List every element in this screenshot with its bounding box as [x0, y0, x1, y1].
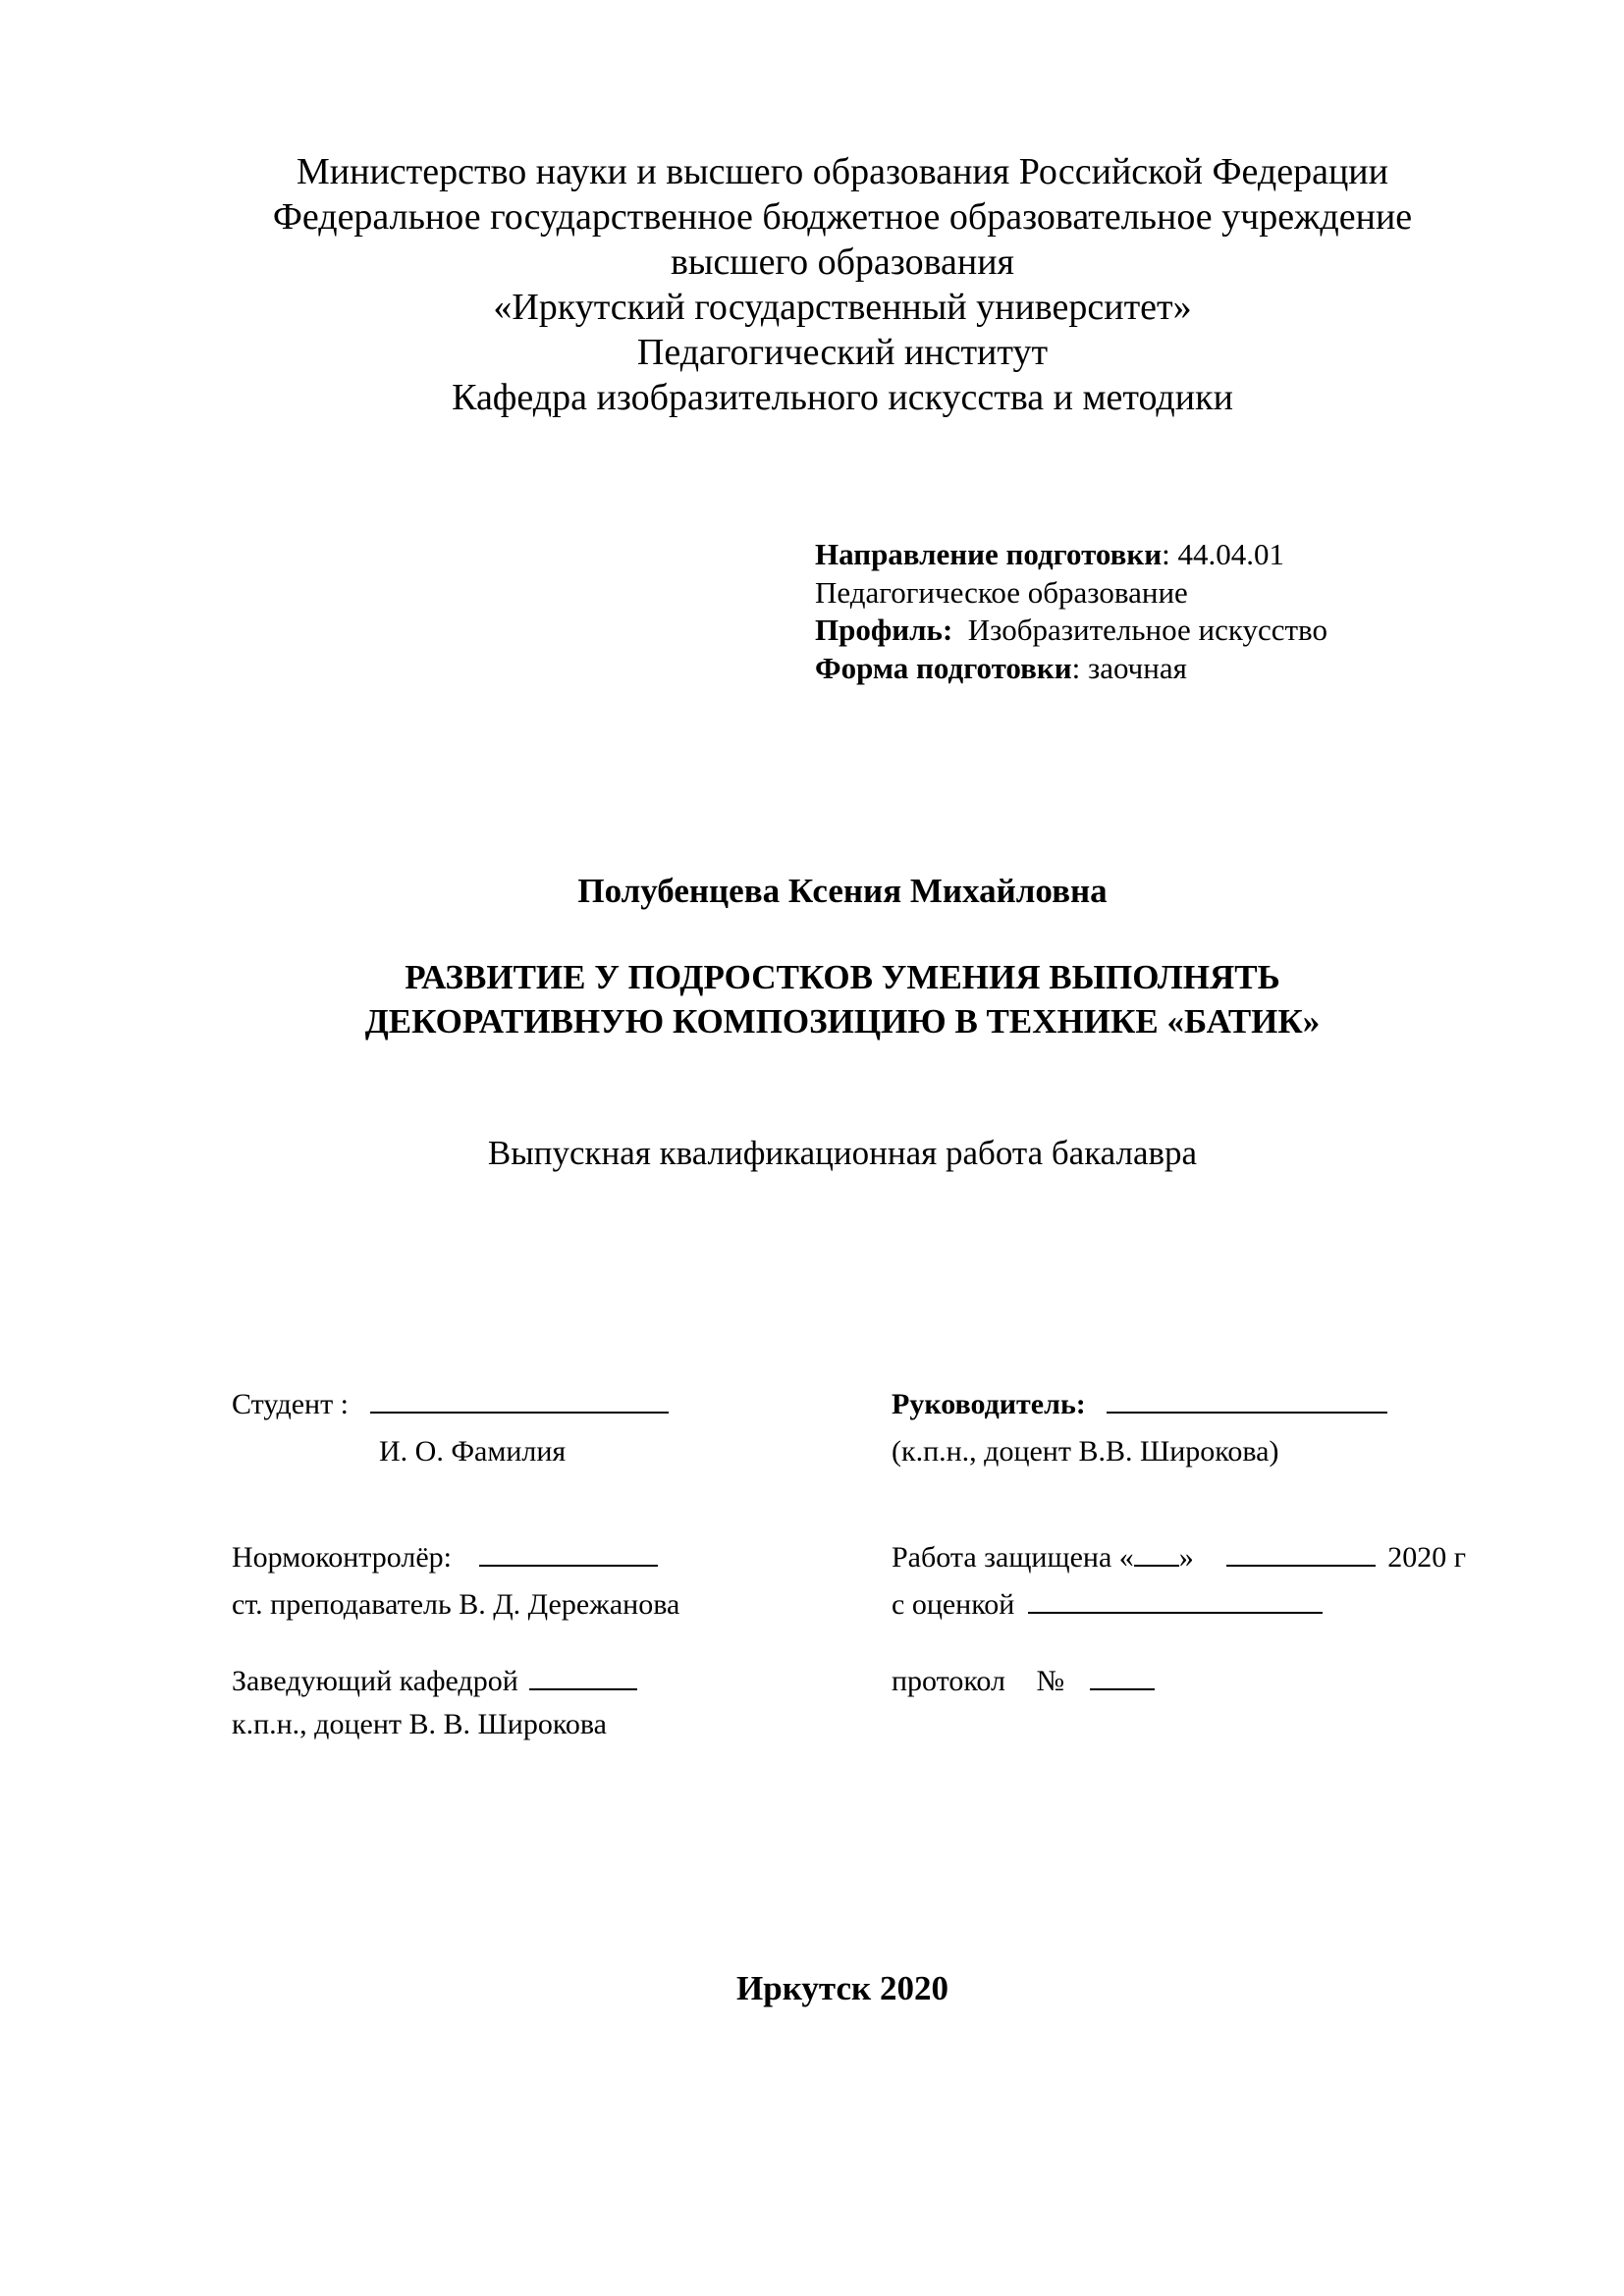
- normcontrol-label: Нормоконтролёр:: [232, 1541, 453, 1574]
- head-name: к.п.н., доцент В. В. Широкова: [232, 1708, 607, 1740]
- head-row: [232, 1663, 637, 1700]
- author-name: Полубенцева Ксения Михайловна: [577, 872, 1108, 910]
- direction-row: [815, 536, 1327, 574]
- grade-line: [1028, 1586, 1323, 1614]
- head-signature-line: [529, 1663, 637, 1690]
- work-type: Выпускная квалификационная работа бакалавра: [487, 1134, 1198, 1172]
- direction-value-continued: Педагогическое образование: [815, 574, 1188, 610]
- defended-month-line: [1226, 1539, 1376, 1567]
- student-label: Студент :: [232, 1388, 350, 1420]
- protocol-number-sign: №: [1036, 1665, 1065, 1697]
- ministry-line: Министерство науки и высшего образования Российской Федерации: [297, 151, 1388, 192]
- defended-prefix: Работа защищена «: [892, 1541, 1134, 1574]
- institute-line: Педагогический институт: [636, 332, 1049, 373]
- protocol-number-line: [1090, 1663, 1155, 1690]
- form-label: Форма подготовки: [815, 650, 1072, 685]
- defended-year: 2020 г: [1387, 1541, 1467, 1574]
- head-name-row: [232, 1706, 607, 1743]
- profile-label: Профиль:: [815, 613, 953, 647]
- profile-row: [815, 612, 1327, 650]
- direction-label: Направление подготовки: [815, 537, 1163, 571]
- thesis-title-line-2: ДЕКОРАТИВНУЮ КОМПОЗИЦИЮ В ТЕХНИКЕ «БАТИК»: [364, 1002, 1321, 1041]
- profile-value: Изобразительное искусство: [967, 613, 1327, 647]
- grade-label: с оценкой: [892, 1588, 1015, 1621]
- institution-type-line: Федеральное государственное бюджетное образовательное учреждение: [272, 196, 1413, 238]
- defended-row: [892, 1539, 1466, 1576]
- grade-row: [892, 1586, 1323, 1624]
- normcontrol-name: ст. преподаватель В. Д. Дережанова: [232, 1588, 680, 1621]
- form-value: : заочная: [1071, 650, 1187, 685]
- protocol-label: протокол: [892, 1665, 1006, 1697]
- supervisor-signature-line: [1107, 1386, 1387, 1414]
- defended-mid: »: [1178, 1541, 1194, 1574]
- form-row: [815, 650, 1327, 688]
- normcontrol-row: [232, 1539, 658, 1576]
- city-year: Иркутск 2020: [736, 1969, 948, 2007]
- direction-value: : 44.04.01: [1162, 537, 1284, 571]
- thesis-title-line-1: РАЗВИТИЕ У ПОДРОСТКОВ УМЕНИЯ ВЫПОЛНЯТЬ: [405, 958, 1280, 996]
- institution-header: [0, 149, 1624, 420]
- student-name: И. О. Фамилия: [379, 1435, 567, 1468]
- study-info: [815, 536, 1327, 687]
- normcontrol-name-row: [232, 1586, 679, 1624]
- student-name-row: [379, 1433, 566, 1470]
- defended-day-line: [1134, 1539, 1179, 1567]
- student-signature-line: [370, 1386, 669, 1414]
- supervisor-label: Руководитель:: [892, 1388, 1086, 1420]
- supervisor-row: [892, 1386, 1387, 1423]
- normcontrol-signature-line: [479, 1539, 658, 1567]
- supervisor-details-row: [892, 1433, 1278, 1470]
- department-line: Кафедра изобразительного искусства и методики: [452, 377, 1233, 418]
- student-row: [232, 1386, 669, 1423]
- university-name-line: «Иркутский государственный университет»: [493, 287, 1192, 328]
- head-label: Заведующий кафедрой: [232, 1665, 518, 1697]
- education-level-line: высшего образования: [670, 241, 1015, 283]
- thesis-title: [0, 955, 1624, 1043]
- protocol-row: [892, 1663, 1155, 1700]
- supervisor-details: (к.п.н., доцент В.В. Широкова): [892, 1435, 1279, 1468]
